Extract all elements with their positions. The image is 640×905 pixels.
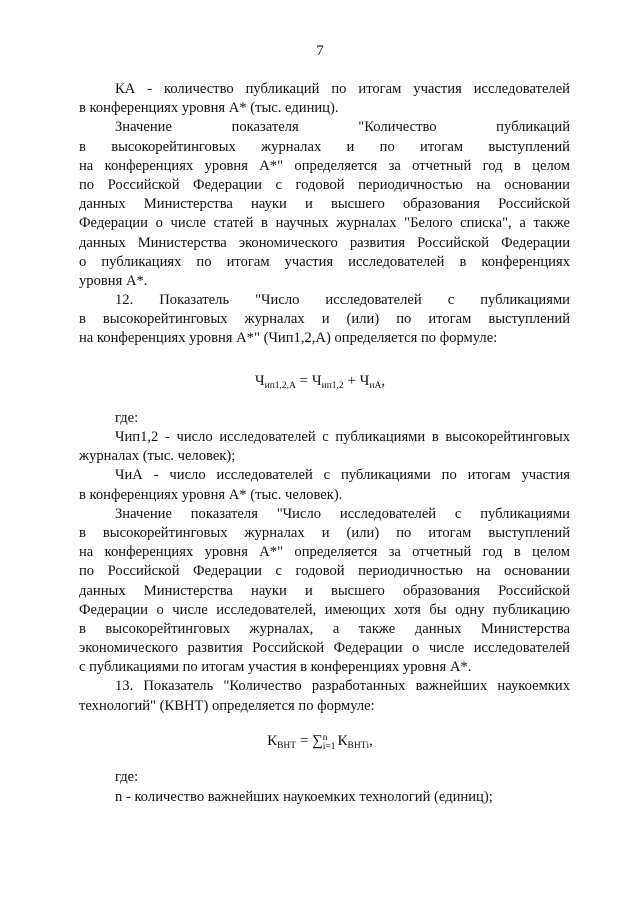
text-line: данных Министерства экономического развития Российской Федерации (79, 234, 570, 251)
formula-1 (0, 372, 640, 396)
formula-subscript: ВНТi (347, 741, 370, 751)
text-line: журналах (тыс. человек); (79, 448, 236, 465)
text-line: по Российской Федерации с годовой периодичностью на основании (79, 176, 570, 193)
formula-symbol: К (267, 733, 278, 749)
formula-2 (0, 732, 640, 756)
text-line: n - количество важнейших наукоемких технологий (единиц); (115, 789, 493, 805)
paragraph-block-2 (79, 428, 570, 716)
text-line: технологий" (КВНТ) определяется по формуле: (79, 697, 375, 714)
formula-subscript: иА (369, 381, 382, 391)
text-line: по Российской Федерации с годовой периодичностью на основании (79, 563, 570, 580)
text-line: данных Министерства науки и высшего образования Российской (79, 196, 570, 213)
formula-operator: = (296, 733, 313, 749)
text-line: в высокорейтинговых журналах и (или) по итогам выступлений (79, 311, 570, 328)
text-line: на конференциях уровня А*" определяется за отчетный год в целом (79, 544, 570, 561)
formula-punctuation: , (381, 373, 386, 389)
text-line: Федерации о числе исследователей, имеющих хотя бы одну публикацию (79, 601, 570, 618)
page-number: 7 (316, 43, 324, 59)
text-line: ЧиА - число исследователей с публикациями по итогам участия (115, 467, 570, 484)
text-line: 12. Показатель "Число исследователей с публикациями (115, 292, 570, 309)
paragraph-block-1 (79, 80, 570, 349)
text-line: Значение показателя "Количество публикаций (115, 119, 570, 136)
sum-limits (323, 734, 336, 752)
text-line: с публикациями по итогам участия в конференциях уровня А*. (79, 659, 472, 676)
formula-subscript: ип1,2 (321, 381, 344, 391)
text-line: Федерации о числе статей в научных журналах "Белого списка", а также (79, 215, 570, 232)
text-line: о публикациях по итогам участия исследователей в конференциях (79, 253, 570, 270)
formula-symbol: Ч (359, 373, 370, 389)
text-line: в высокорейтинговых журналах, а также данных Министерства (79, 620, 570, 637)
text-line: КА - количество публикаций по итогам участия исследователей (115, 81, 570, 97)
formula-symbol: Ч (254, 373, 265, 389)
sum-symbol: ∑ (312, 733, 323, 749)
text-line: Чип1,2 - число исследователей с публикациями в высокорейтинговых (115, 429, 570, 445)
formula-operator: = (295, 373, 312, 389)
text-line: в высокорейтинговых журналах и по итогам выступлений (79, 138, 570, 155)
text-line: на конференциях уровня А*" (Чип1,2,А) определяется по формуле: (79, 330, 498, 347)
formula-subscript: ип1,2,А (264, 381, 296, 391)
text-line: 13. Показатель "Количество разработанных важнейших наукоемких (115, 678, 570, 695)
formula-operator: + (343, 373, 360, 389)
formula-symbol: К (337, 733, 348, 749)
sum-upper-limit: n (322, 733, 328, 743)
text-line: экономического развития Российской Федерации о числе исследователей (79, 640, 570, 657)
text-line: в высокорейтинговых журналах и (или) по итогам выступлений (79, 524, 570, 541)
text-line: в конференциях уровня А* (тыс. единиц). (79, 100, 339, 117)
formula-subscript: ВНТ (277, 741, 297, 751)
paragraph-block-3 (79, 788, 570, 807)
formula-symbol: Ч (311, 373, 322, 389)
text-line: уровня А*. (79, 272, 148, 289)
text-line: в конференциях уровня А* (тыс. человек). (79, 486, 343, 503)
text-line: Значение показателя "Число исследователей с публикациями (115, 505, 570, 522)
formula-punctuation: , (369, 733, 373, 749)
text-line: данных Министерства науки и высшего образования Российской (79, 582, 570, 599)
where-label: где: (115, 769, 139, 785)
text-line: на конференциях уровня А*" определяется за отчетный год в целом (79, 157, 570, 174)
where-label: где: (115, 410, 139, 426)
sum-lower-limit: i=1 (322, 742, 336, 752)
